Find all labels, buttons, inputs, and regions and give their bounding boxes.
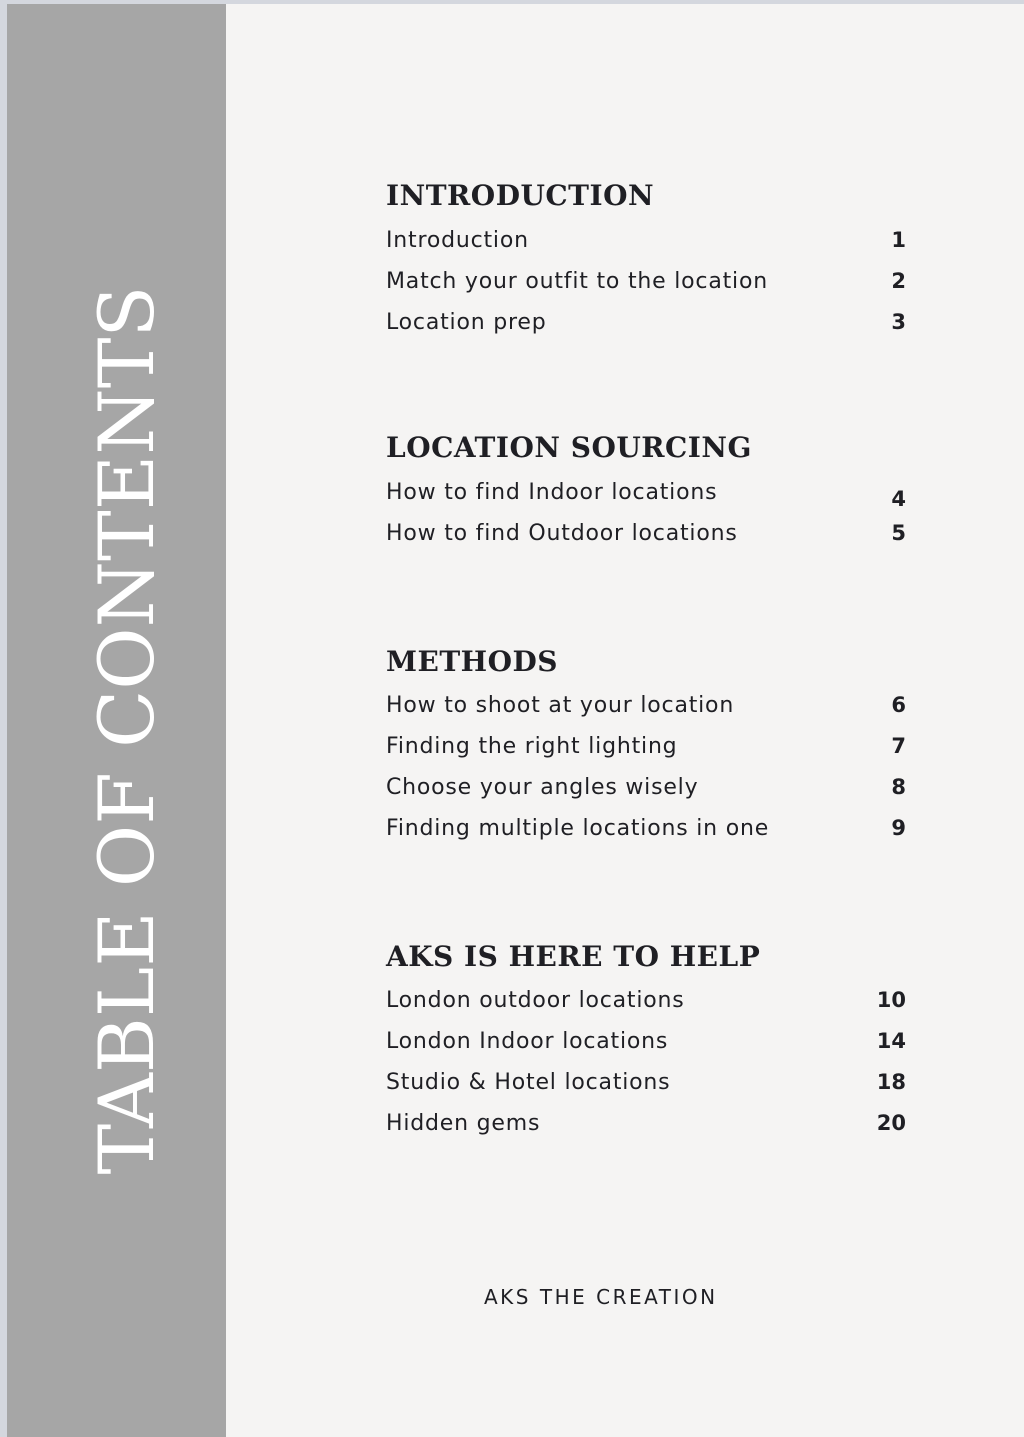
toc-row[interactable] xyxy=(386,733,906,774)
toc-page-number: 3 xyxy=(891,310,906,334)
section-heading: INTRODUCTION xyxy=(386,179,655,212)
toc-section-introduction xyxy=(386,179,906,350)
section-heading: AKS IS HERE TO HELP xyxy=(386,940,761,973)
toc-entry-label: Hidden gems xyxy=(386,1111,541,1136)
toc-entry-label: Match your outfit to the location xyxy=(386,269,768,294)
toc-entry-label: How to find Indoor locations xyxy=(386,480,718,505)
toc-row[interactable] xyxy=(386,1028,906,1069)
toc-page-number: 2 xyxy=(891,269,906,293)
toc-entry-label: London outdoor locations xyxy=(386,988,685,1013)
toc-entry-label: Finding multiple locations in one xyxy=(386,816,770,841)
sidebar-title: TABLE OF CONTENTS xyxy=(82,285,171,1175)
toc-page-number: 1 xyxy=(891,228,906,252)
toc-section-aks-help xyxy=(386,940,906,1151)
toc-page-number: 18 xyxy=(876,1070,906,1094)
toc-row[interactable] xyxy=(386,268,906,309)
footer-brand: AKS THE CREATION xyxy=(484,1285,718,1309)
toc-entry-label: Location prep xyxy=(386,310,547,335)
toc-entry-label: How to find Outdoor locations xyxy=(386,521,738,546)
toc-page-number: 6 xyxy=(891,693,906,717)
toc-row[interactable] xyxy=(386,227,906,268)
toc-page-number: 20 xyxy=(876,1111,906,1135)
toc-row[interactable] xyxy=(386,815,906,856)
document-page xyxy=(7,4,1024,1437)
toc-entry-label: Introduction xyxy=(386,228,529,253)
toc-section-location-sourcing xyxy=(386,431,906,561)
toc-row[interactable] xyxy=(386,1110,906,1151)
toc-row[interactable] xyxy=(386,520,906,561)
toc-page-number: 5 xyxy=(891,521,906,545)
toc-entry-label: London Indoor locations xyxy=(386,1029,669,1054)
sidebar xyxy=(7,4,226,1437)
section-heading: METHODS xyxy=(386,645,559,678)
toc-row[interactable] xyxy=(386,692,906,733)
toc-row[interactable] xyxy=(386,479,906,520)
toc-section-methods xyxy=(386,645,906,856)
toc-page-number: 8 xyxy=(891,775,906,799)
toc-page-number: 4 xyxy=(891,487,906,511)
toc-entry-label: How to shoot at your location xyxy=(386,693,735,718)
toc-row[interactable] xyxy=(386,309,906,350)
toc-page-number: 9 xyxy=(891,816,906,840)
section-heading: LOCATION SOURCING xyxy=(386,431,752,464)
toc-page-number: 10 xyxy=(876,988,906,1012)
toc-page-number: 14 xyxy=(876,1029,906,1053)
toc-row[interactable] xyxy=(386,987,906,1028)
toc-entry-label: Choose your angles wisely xyxy=(386,775,699,800)
toc-entry-label: Studio & Hotel locations xyxy=(386,1070,671,1095)
toc-row[interactable] xyxy=(386,1069,906,1110)
toc-entry-label: Finding the right lighting xyxy=(386,734,678,759)
toc-page-number: 7 xyxy=(891,734,906,758)
toc-row[interactable] xyxy=(386,774,906,815)
